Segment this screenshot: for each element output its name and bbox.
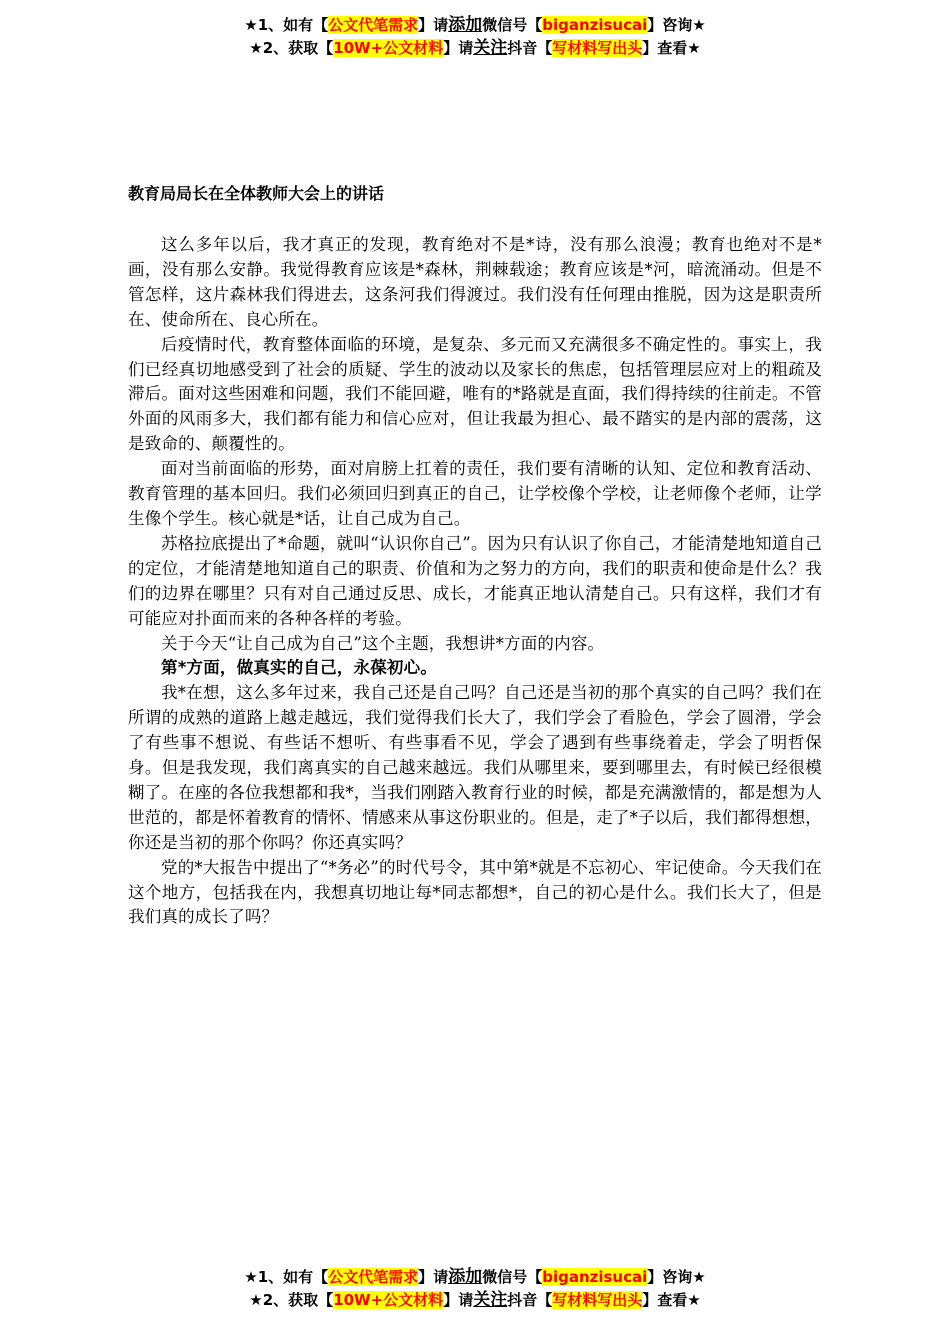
banner-highlight: 10W+公文材料: [333, 1291, 444, 1309]
banner-highlight: 公文代笔需求: [328, 1268, 419, 1286]
paragraph: 面对当前面临的形势，面对肩膀上扛着的责任，我们要有清晰的认知、定位和教育活动、教育管理的基本回归。我们必须回归到真正的自己，让学校像个学校，让老师像个老师，让学生像个学生。核心就是*话，让自己成为自己。: [128, 459, 822, 528]
banner-highlight: biganzisucai: [542, 16, 648, 34]
banner-highlight: 写材料写出头: [552, 1291, 643, 1309]
paragraph: 关于今天“让自己成为自己”这个主题，我想讲*方面的内容。: [161, 633, 605, 653]
paragraph: 后疫情时代，教育整体面临的环境，是复杂、多元而又充满很多不确定性的。事实上，我们已经真切地感受到了社会的质疑、学生的波动以及家长的焦虑，包括管理层应对上的粗疏及滞后。面对这些困难和问题，我们不能回避，唯有的*路就是直面，我们得持续的往前走。不管外面的风雨多大，我们都有能力和信心应对，但让我最为担心、最不踏实的是内部的震荡，这是致命的、颠覆性的。: [128, 334, 822, 454]
top-banner: [0, 14, 950, 60]
paragraph: 这么多年以后，我才真正的发现，教育绝对不是*诗，没有那么浪漫；教育也绝对不是*画，没有那么安静。我觉得教育应该是*森林，荆棘载途；教育应该是*河，暗流涌动。但是不管怎样，这片森林我们得进去，这条河我们得渡过。我们没有任何理由推脱，因为这是职责所在、使命所在、良心所在。: [128, 235, 822, 329]
section-heading: 第*方面，做真实的自己，永葆初心。: [161, 658, 438, 678]
banner-emphasis: 添加: [448, 1267, 483, 1287]
banner-line-2: ★2、获取【10W+公文材料】请关注抖音【写材料写出头】查看★: [249, 38, 701, 58]
banner-emphasis: 关注: [473, 1290, 508, 1310]
banner-highlight: 写材料写出头: [552, 39, 643, 57]
bottom-banner: [0, 1266, 950, 1312]
paragraph: 党的*大报告中提出了“*务必”的时代号令，其中第*就是不忘初心、牢记使命。今天我们在这个地方，包括我在内，我想真切地让每*同志都想*，自己的初心是什么。我们长大了，但是我们真的成长了吗？: [128, 857, 822, 927]
document-body: [128, 233, 822, 930]
banner-line-2: ★2、获取【10W+公文材料】请关注抖音【写材料写出头】查看★: [249, 1290, 701, 1310]
banner-highlight: 公文代笔需求: [328, 16, 419, 34]
paragraph: 苏格拉底提出了*命题，就叫“认识你自己”。因为只有认识了你自己，才能清楚地知道自己的定位，才能清楚地知道自己的职责、价值和为之努力的方向，我们的职责和使命是什么？我们的边界在哪里？只有对自己通过反思、成长，才能真正地认清楚自己。只有这样，我们才有可能应对扑面而来的各种各样的考验。: [128, 533, 822, 628]
paragraph: 我*在想，这么多年过来，我自己还是自己吗？自己还是当初的那个真实的自己吗？我们在所谓的成熟的道路上越走越远，我们觉得我们长大了，我们学会了看脸色，学会了圆滑，学会了有些事不想说、有些话不想听、有些事看不见，学会了遇到有些事绕着走，学会了明哲保身。但是我发现，我们离真实的自己越来越远。我们从哪里来，要到哪里去，有时候已经很模糊了。在座的各位我想都和我*，当我们刚踏入教育行业的时候，都是充满激情的，都是想为人世范的，都是怀着教育的情怀、情感来从事这份职业的。但是，走了*子以后，我们都得想想，你还是当初的那个你吗？你还真实吗？: [128, 683, 822, 852]
document-title: 教育局局长在全体教师大会上的讲话: [128, 184, 385, 203]
banner-line-1: ★1、如有【公文代笔需求】请添加微信号【biganzisucai】咨询★: [244, 15, 706, 35]
banner-line-1: ★1、如有【公文代笔需求】请添加微信号【biganzisucai】咨询★: [244, 1267, 706, 1287]
banner-emphasis: 添加: [448, 15, 483, 35]
banner-highlight: biganzisucai: [542, 1268, 648, 1286]
banner-emphasis: 关注: [473, 38, 508, 58]
banner-highlight: 10W+公文材料: [333, 39, 444, 57]
